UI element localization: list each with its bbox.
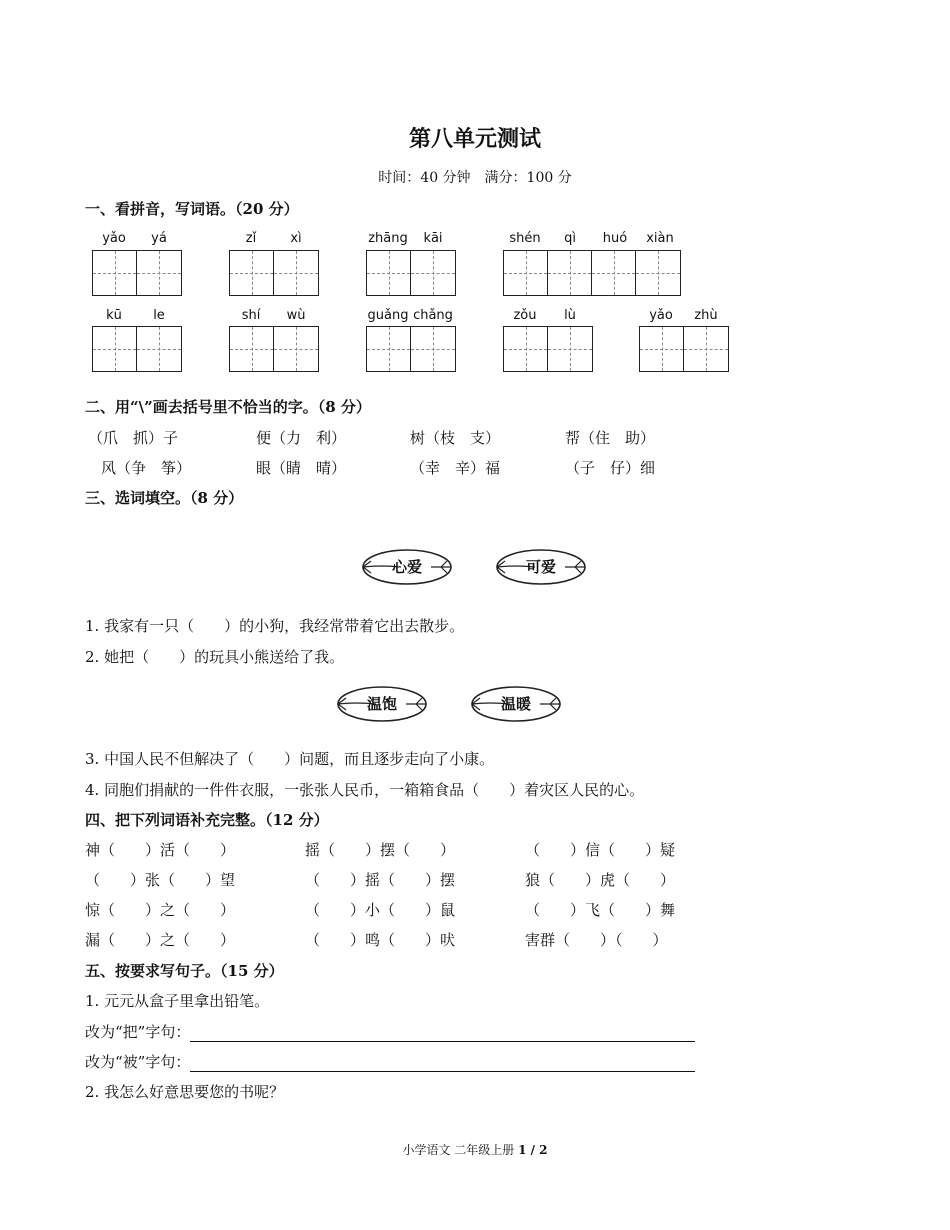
pinyin-label: zhù	[694, 308, 718, 323]
writing-grid[interactable]	[92, 250, 182, 296]
pinyin-label: guǎng	[367, 308, 409, 323]
pinyin-label: yǎo	[649, 308, 673, 323]
pinyin-label: yǎo	[102, 231, 126, 246]
choice-item[interactable]: （子 仔）细	[565, 459, 656, 477]
word-option: 温饱	[366, 695, 397, 713]
writing-grid[interactable]	[366, 326, 456, 372]
page-title: 第八单元测试	[408, 126, 541, 152]
choice-item[interactable]: 便（力 利）	[256, 429, 347, 447]
question-text: 2. 她把（ ）的玩具小熊送给了我。	[85, 648, 345, 666]
choice-item[interactable]: （爪 抓）子	[88, 429, 179, 447]
pinyin-label: kāi	[423, 231, 443, 246]
section-4-heading: 四、把下列词语补充完整。（12 分）	[85, 811, 329, 829]
page-footer	[0, 1141, 950, 1158]
pinyin-label: zǒu	[513, 308, 537, 323]
idiom-blank[interactable]: 狼（ ）虎（ ）	[525, 871, 676, 889]
section-2-heading: 二、用“\”画去括号里不恰当的字。（8 分）	[85, 398, 371, 416]
idiom-blank[interactable]: （ ）鸣（ ）吠	[305, 931, 456, 949]
choice-item[interactable]: （幸 辛）福	[410, 459, 501, 477]
footer-text: 小学语文 二年级上册	[402, 1143, 519, 1157]
idiom-blank[interactable]: （ ）小（ ）鼠	[305, 901, 456, 919]
pinyin-label: wù	[286, 308, 306, 323]
answer-line[interactable]	[190, 1055, 695, 1072]
question-text: 3. 中国人民不但解决了（ ）问题，而且逐步走向了小康。	[85, 750, 495, 768]
idiom-blank[interactable]: 害群（ ）（ ）	[525, 931, 668, 949]
idiom-blank[interactable]: 漏（ ）之（ ）	[85, 931, 236, 949]
word-option: 温暖	[500, 695, 531, 713]
pinyin-label: kū	[106, 308, 122, 323]
writing-grid[interactable]	[503, 250, 681, 296]
writing-grid[interactable]	[503, 326, 593, 372]
choice-item[interactable]: 帮（住 助）	[565, 429, 656, 447]
choice-item[interactable]: 树（枝 支）	[410, 429, 501, 447]
pinyin-label: xiàn	[646, 231, 674, 246]
pinyin-label: xì	[290, 231, 302, 246]
pinyin-label: shí	[241, 308, 261, 323]
section-1-heading: 一、看拼音，写词语。（20 分）	[85, 200, 299, 218]
idiom-blank[interactable]: （ ）摇（ ）摆	[305, 871, 456, 889]
pinyin-label: zǐ	[245, 231, 257, 246]
answer-line[interactable]	[190, 1025, 695, 1042]
pinyin-label: lù	[564, 308, 576, 323]
pinyin-label: yá	[151, 231, 167, 246]
pinyin-label: huó	[602, 231, 628, 246]
leaf-word-card	[361, 547, 453, 587]
idiom-blank[interactable]: （ ）信（ ）疑	[525, 841, 676, 859]
leaf-word-card	[336, 684, 428, 724]
pinyin-label: zhāng	[368, 231, 408, 246]
writing-grid[interactable]	[366, 250, 456, 296]
idiom-blank[interactable]: 摇（ ）摆（ ）	[305, 841, 456, 859]
leaf-word-card	[495, 547, 587, 587]
pinyin-label: chǎng	[413, 308, 453, 323]
writing-grid[interactable]	[229, 326, 319, 372]
word-option: 可爱	[525, 558, 556, 576]
idiom-blank[interactable]: 神（ ）活（ ）	[85, 841, 236, 859]
pinyin-label: shén	[509, 231, 541, 246]
rewrite-prompt-ba	[85, 1021, 695, 1042]
exam-info: 时间：40 分钟 满分：100 分	[378, 170, 572, 186]
writing-grid[interactable]	[639, 326, 729, 372]
pinyin-label: le	[153, 308, 165, 323]
idiom-blank[interactable]: 惊（ ）之（ ）	[85, 901, 236, 919]
question-text: 4. 同胞们捐献的一件件衣服，一张张人民币，一箱箱食品（ ）着灾区人民的心。	[85, 781, 645, 799]
rewrite-label: 改为“把”字句：	[85, 1023, 191, 1041]
section-3-heading: 三、选词填空。（8 分）	[85, 489, 244, 507]
question-text: 2. 我怎么好意思要您的书呢？	[85, 1083, 285, 1101]
leaf-word-card	[470, 684, 562, 724]
page-number: 1 / 2	[518, 1143, 548, 1157]
word-option: 心爱	[391, 558, 422, 576]
writing-grid[interactable]	[92, 326, 182, 372]
rewrite-prompt-bei	[85, 1051, 695, 1072]
question-text: 1. 元元从盒子里拿出铅笔。	[85, 992, 270, 1010]
idiom-blank[interactable]: （ ）飞（ ）舞	[525, 901, 676, 919]
section-5-heading: 五、按要求写句子。（15 分）	[85, 962, 284, 980]
writing-grid[interactable]	[229, 250, 319, 296]
question-text: 1. 我家有一只（ ）的小狗，我经常带着它出去散步。	[85, 617, 465, 635]
choice-item[interactable]: 眼（睛 晴）	[256, 459, 347, 477]
pinyin-label: qì	[564, 231, 576, 246]
rewrite-label: 改为“被”字句：	[85, 1053, 191, 1071]
choice-item[interactable]: 风（争 筝）	[101, 459, 192, 477]
idiom-blank[interactable]: （ ）张（ ）望	[85, 871, 236, 889]
